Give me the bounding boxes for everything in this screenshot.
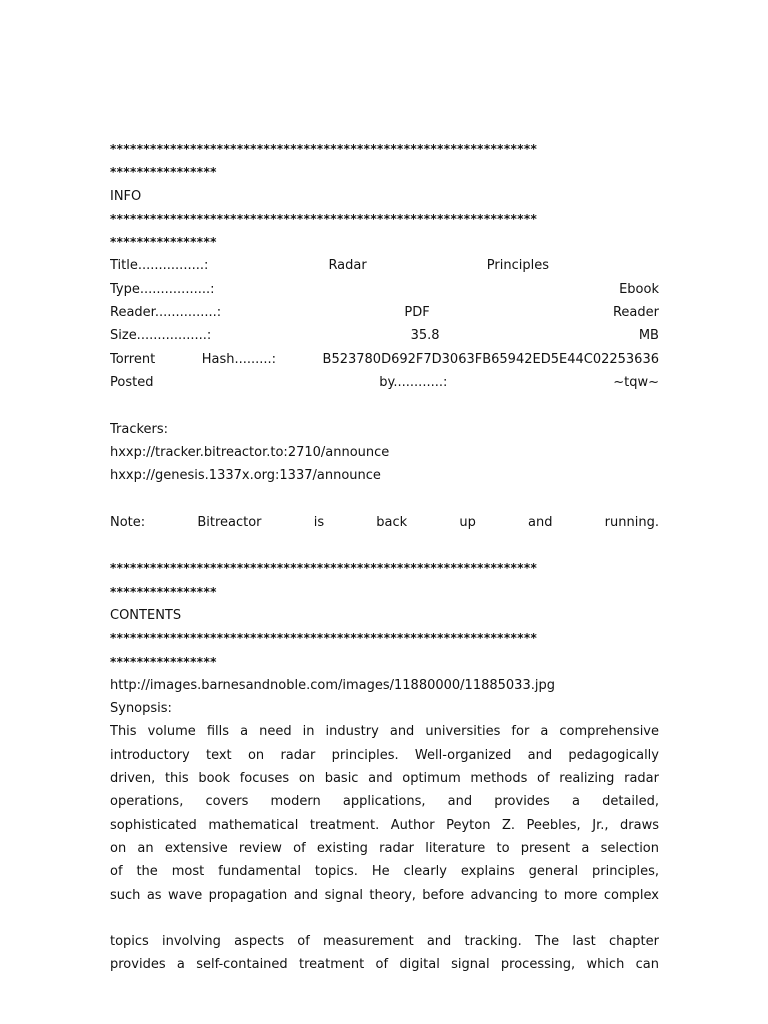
star-separator: **************************************************************** xyxy=(110,142,538,156)
field-label: Reader...............: xyxy=(110,305,222,321)
field-value: Principles xyxy=(486,258,549,274)
contents-heading: CONTENTS xyxy=(110,607,182,623)
synopsis-line: provides a self-contained treatment of digital signal processing, which can xyxy=(110,957,659,973)
note-word: Note: xyxy=(110,514,146,530)
info-heading: INFO xyxy=(110,188,142,204)
star-separator: **************************************************************** xyxy=(110,631,538,646)
posted-row xyxy=(110,371,659,394)
field-label: by............: xyxy=(379,374,448,390)
field-value: Radar xyxy=(328,258,367,274)
field-value: Reader xyxy=(612,305,659,321)
note-word: running. xyxy=(604,514,659,530)
synopsis-line: This volume fills a need in industry and universities for a comprehensive xyxy=(110,724,659,740)
field-label: Posted xyxy=(110,374,154,390)
field-label: Title................: xyxy=(110,258,209,274)
star-separator: **************** xyxy=(110,165,217,180)
star-separator: **************** xyxy=(110,584,217,599)
synopsis-line: driven, this book focuses on basic and optimum methods of realizing radar xyxy=(110,771,659,787)
field-value: PDF xyxy=(404,305,430,321)
synopsis-line: on an extensive review of existing radar literature to present a selection xyxy=(110,840,659,856)
note-row xyxy=(110,511,659,534)
image-url: http://images.barnesandnoble.com/images/11880000/11885033.jpg xyxy=(110,677,555,693)
synopsis-line: of the most fundamental topics. He clearly explains general principles, xyxy=(110,864,659,880)
field-label: Type.................: xyxy=(110,281,215,297)
star-separator: **************** xyxy=(110,654,217,669)
note-word: up xyxy=(459,514,476,530)
field-value: Ebook xyxy=(619,281,659,297)
spacer xyxy=(110,487,659,510)
synopsis-line: topics involving aspects of measurement and tracking. The last chapter xyxy=(110,934,659,950)
type-row xyxy=(110,278,659,301)
field-label: Hash.........: xyxy=(201,351,277,367)
synopsis-label: Synopsis: xyxy=(110,701,172,717)
size-row xyxy=(110,324,659,347)
spacer xyxy=(110,534,659,557)
star-separator: **************************************************************** xyxy=(110,211,538,226)
star-separator: **************************************************************** xyxy=(110,561,538,576)
tracker-url: hxxp://tracker.bitreactor.to:2710/announce xyxy=(110,444,390,460)
note-word: Bitreactor xyxy=(197,514,262,530)
hash-row xyxy=(110,348,659,371)
tracker-url: hxxp://genesis.1337x.org:1337/announce xyxy=(110,468,381,484)
field-label: Torrent xyxy=(110,351,156,367)
spacer xyxy=(110,907,659,930)
star-separator: **************** xyxy=(110,235,217,250)
document-body xyxy=(110,138,659,977)
reader-row xyxy=(110,301,659,324)
synopsis-line: introductory text on radar principles. Well-organized and pedagogically xyxy=(110,747,659,763)
note-word: and xyxy=(528,514,553,530)
field-label: Size.................: xyxy=(110,328,212,344)
spacer xyxy=(110,394,659,417)
trackers-label: Trackers: xyxy=(110,421,169,437)
synopsis-line: such as wave propagation and signal theory, before advancing to more complex xyxy=(110,887,659,903)
synopsis-line: sophisticated mathematical treatment. Author Peyton Z. Peebles, Jr., draws xyxy=(110,817,659,833)
hash-value: B523780D692F7D3063FB65942ED5E44C02253636 xyxy=(322,351,659,367)
title-row xyxy=(110,254,659,277)
field-value: ~tqw~ xyxy=(613,374,659,390)
field-value: 35.8 xyxy=(410,328,440,344)
note-word: back xyxy=(376,514,408,530)
field-value: MB xyxy=(638,328,659,344)
synopsis-line: operations, covers modern applications, and provides a detailed, xyxy=(110,794,659,810)
note-word: is xyxy=(313,514,325,530)
